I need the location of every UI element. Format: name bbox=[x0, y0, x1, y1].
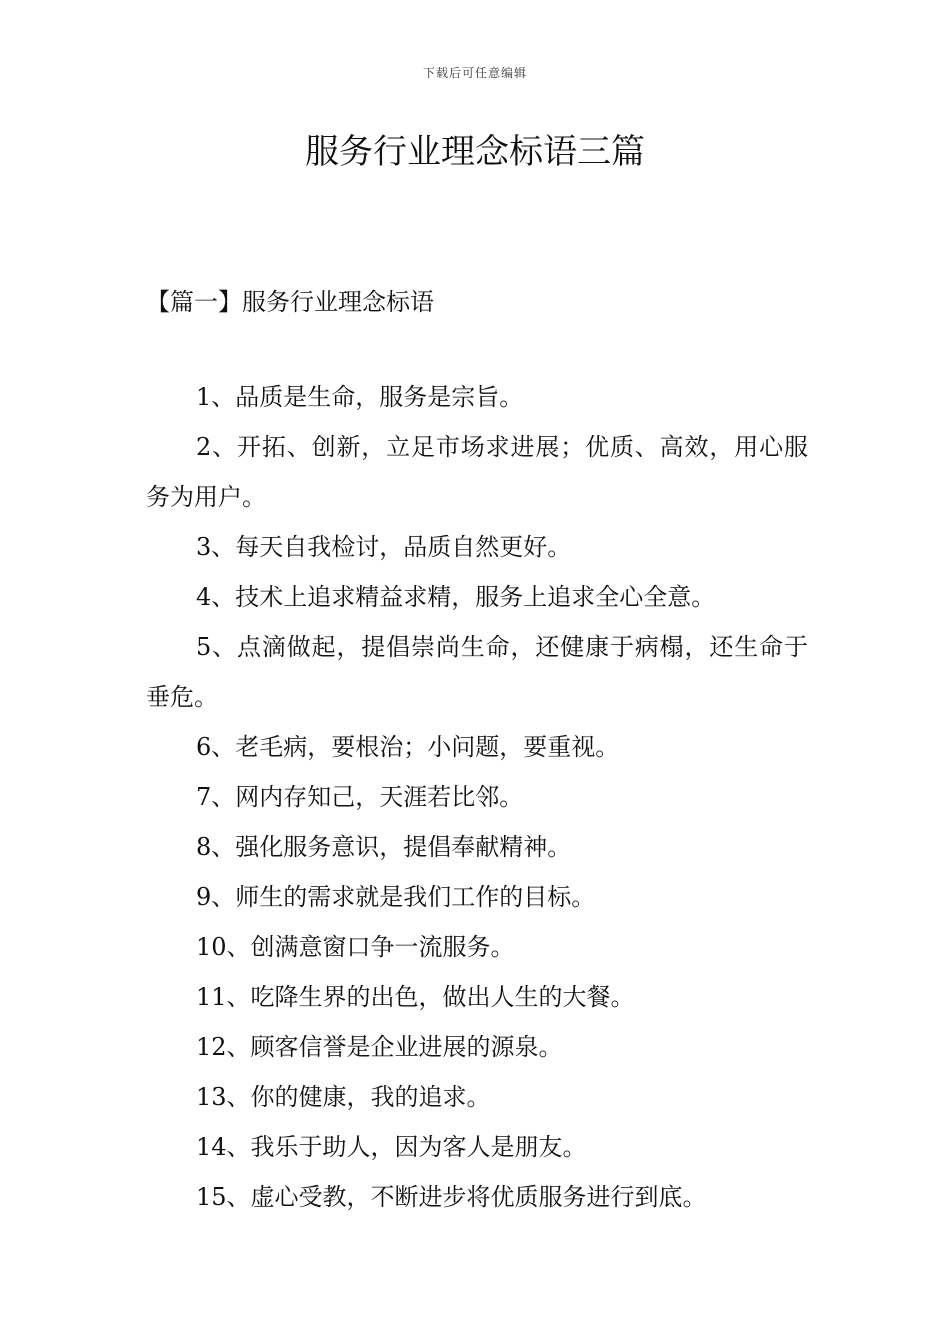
list-item: 14、我乐于助人，因为客人是朋友。 bbox=[196, 1133, 587, 1161]
list-item: 8、强化服务意识，提倡奉献精神。 bbox=[196, 833, 572, 861]
list-item: 3、每天自我检讨，品质自然更好。 bbox=[196, 533, 572, 561]
list-item: 4、技术上追求精益求精，服务上追求全心全意。 bbox=[196, 583, 716, 611]
list-item: 12、顾客信誉是企业进展的源泉。 bbox=[196, 1033, 563, 1061]
list-item: 6、老毛病，要根治；小问题，要重视。 bbox=[196, 733, 620, 761]
slogan-list bbox=[146, 372, 808, 1222]
list-item: 7、网内存知己，天涯若比邻。 bbox=[196, 783, 524, 811]
list-item: 2、开拓、创新，立足市场求进展；优质、高效，用心服务为用户。 bbox=[146, 433, 808, 511]
list-item: 1、品质是生命，服务是宗旨。 bbox=[196, 383, 524, 411]
section-heading: 【篇一】服务行业理念标语 bbox=[146, 288, 434, 316]
list-item: 10、创满意窗口争一流服务。 bbox=[196, 933, 515, 961]
list-item: 15、虚心受教，不断进步将优质服务进行到底。 bbox=[196, 1183, 707, 1211]
list-item: 13、你的健康，我的追求。 bbox=[196, 1083, 491, 1111]
list-item: 5、点滴做起，提倡崇尚生命，还健康于病榻，还生命于垂危。 bbox=[146, 633, 808, 711]
list-item: 9、师生的需求就是我们工作的目标。 bbox=[196, 883, 596, 911]
page-title: 服务行业理念标语三篇 bbox=[305, 132, 645, 172]
list-item: 11、吃降生界的出色，做出人生的大餐。 bbox=[196, 983, 635, 1011]
header-note: 下载后可任意编辑 bbox=[422, 66, 527, 80]
